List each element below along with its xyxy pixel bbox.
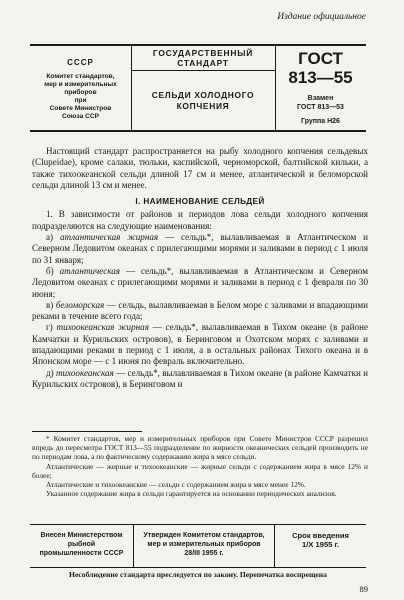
footnote: Атлантические и тихоокеанские — сельди с содержанием жира в мясе менее 12%.	[46, 480, 306, 490]
approved-by: Утвержден Комитетом стандартов, мер и измерительных приборов 28/III 1955 г.	[134, 525, 275, 567]
ussr-label: СССР	[67, 58, 94, 67]
list-item	[32, 300, 368, 323]
item-name: беломорская	[55, 299, 105, 310]
page-number: 89	[359, 584, 368, 594]
section-heading: I. НАИМЕНОВАНИЕ СЕЛЬДЕЙ	[135, 197, 265, 207]
item-marker: а)	[46, 232, 60, 243]
copyright-notice: Несоблюдение стандарта преследуется по закону. Перепечатка воспрещена	[69, 570, 327, 579]
item-marker: д)	[46, 367, 56, 378]
title-column	[131, 46, 276, 130]
edition-label: Издание официальное	[277, 12, 366, 22]
effective-date: Срок введения 1/X 1955 г.	[292, 531, 349, 549]
item-marker: г)	[46, 322, 57, 333]
item-name: тихоокеанская	[55, 367, 114, 378]
introduced-by: Внесен Министерством рыбной промышленности СССР	[30, 525, 134, 567]
list-item	[32, 322, 368, 367]
title-block	[30, 44, 366, 132]
approval-block	[30, 524, 366, 568]
footnote: * Комитет стандартов, мер и измерительных приборов при Совете Министров СССР разрешил впредь до пересмотра ГОСТ 813—55 подразделение по жирности океанических сельдей производить не по периодам лова, а по фактическому содержанию жира в мясе сельди.	[32, 434, 368, 462]
main-text	[32, 146, 368, 390]
footnote-divider	[32, 431, 142, 432]
item-name: атлантическая жирная	[59, 232, 159, 243]
standard-subject: СЕЛЬДИ ХОЛОДНОГО КОПЧЕНИЯ	[151, 90, 255, 111]
item-text: — сельдь, вылавливаемая в Белом море с заливами и впадающими реками в течение всего года;	[32, 299, 368, 322]
footnote: Атлантические — жирные и тихоокеанские — жирные сельди с содержанием жира в мясе 12% и более;	[32, 461, 368, 480]
footnote: Указанное содержание жира в сельди гарантируется на основании периодических анализов.	[46, 489, 337, 499]
item-text: — сельдь*, вылавливаемая в Атлантическом и Северном Ледовитом океанах с прилегающими морями и заливами в период с 1 июля по 31 января;	[32, 232, 368, 265]
number-column	[275, 46, 366, 130]
committee-label: Комитет стандартов, мер и измерительных приборов при Совете Министров Союза ССР	[44, 73, 117, 120]
section-lead: 1. В зависимости от районов и периодов лова сельди холодного копчения подразделяются на следующие наименования:	[32, 209, 368, 231]
list-item	[32, 232, 368, 266]
item-marker: б)	[46, 265, 60, 276]
item-name: атлантическая	[59, 265, 121, 276]
state-standard-label: ГОСУДАРСТВЕННЫЙ СТАНДАРТ	[131, 46, 275, 71]
item-text: — сельдь*, вылавливаемая в Тихом океане (в районе Камчатки и Курильских островов), в Беринговом и	[32, 367, 368, 389]
issuer-column	[30, 46, 132, 130]
gost-number: ГОСТ 813—55	[288, 49, 353, 87]
group-label: Группа Н26	[301, 118, 340, 125]
replaces-label: Взамен ГОСТ 813—53	[297, 95, 344, 111]
list-item	[32, 368, 368, 391]
item-text: — сельдь*, вылавливаемая в Атлантическом и Северном Ледовитом океанах с прилегающими морями и заливами в период с 1 февраля по 30 июня;	[32, 265, 368, 299]
list-item	[32, 266, 368, 300]
item-marker: в)	[46, 299, 56, 310]
intro-paragraph: Настоящий стандарт распространяется на рыбу холодного копчения сельдевых (Clupeidae), кроме салаки, тюльки, каспийской, черноморской, балтийской кильки, а также тихоокеанской сельди длиной 17 см и менее, атлантической и беломорской сельди длиной 13 см и менее.	[32, 146, 368, 190]
item-name: тихоокеанская жирная	[56, 322, 149, 333]
item-text: — сельдь*, вылавливаемая в Тихом океане (в районе Камчатки и Курильских островов), в Беринговом и Охотском морях с заливами и впадающими реками в период с 1 июля, а в остальных районах Тихого океана и в Японском море — с 1 июня по февраль включительно.	[32, 322, 368, 367]
footnotes	[32, 434, 368, 498]
